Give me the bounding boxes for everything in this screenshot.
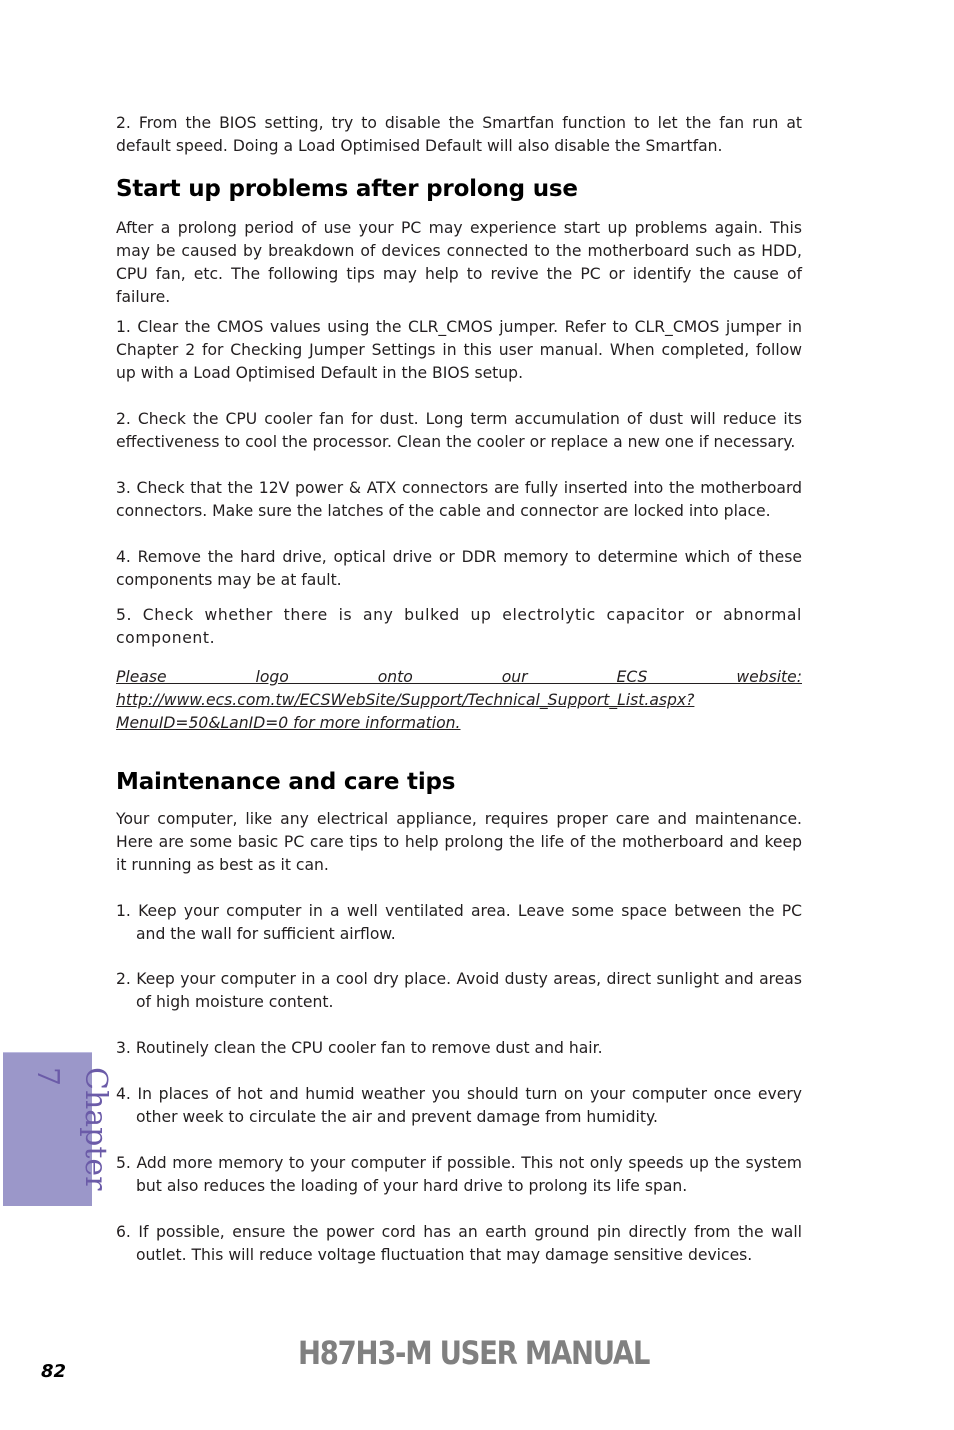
startup-step-4: 4. Remove the hard drive, optical drive or DDR memory to determine which of these components may be at fault.	[116, 548, 802, 589]
maintenance-section-heading: Maintenance and care tips	[116, 769, 456, 795]
intro-paragraph: 2. From the BIOS setting, try to disable the Smartfan function to let the fan run at default speed. Doing a Load Optimised Default will also disable the Smartfan.	[116, 114, 802, 155]
chapter-tab	[3, 1052, 113, 1206]
maintenance-tip-5: 5. Add more memory to your computer if possible. This not only speeds up the system but also reduces the loading of your hard drive to prolong its life span.	[116, 1154, 802, 1195]
maintenance-intro: Your computer, like any electrical appliance, requires proper care and maintenance. Here are some basic PC care tips to help prolong the life of the motherboard and keep it running as best as it can.	[116, 810, 802, 874]
startup-step-1: 1. Clear the CMOS values using the CLR_CMOS jumper. Refer to CLR_CMOS jumper in Chapter 2 for Checking Jumper Settings in this user manual. When completed, follow up with a Load Optimised Default in the BIOS setup.	[116, 318, 802, 382]
startup-step-3: 3. Check that the 12V power & ATX connectors are fully inserted into the motherboard connectors. Make sure the latches of the cable and connector are locked into place.	[116, 479, 802, 520]
startup-section-heading: Start up problems after prolong use	[116, 176, 578, 202]
page-content	[116, 112, 802, 1267]
startup-step-2: 2. Check the CPU cooler fan for dust. Long term accumulation of dust will reduce its effectiveness to cool the processor. Clean the cooler or replace a new one if necessary.	[116, 410, 802, 451]
maintenance-tip-3: 3. Routinely clean the CPU cooler fan to remove dust and hair.	[116, 1039, 603, 1057]
startup-intro: After a prolong period of use your PC may experience start up problems again. This may be caused by breakdown of devices connected to the motherboard such as HDD, CPU fan, etc. The following tips may help to revive the PC or identify the cause of failure.	[116, 219, 802, 306]
maintenance-tip-4: 4. In places of hot and humid weather you should turn on your computer once every other week to circulate the air and prevent damage from humidity.	[116, 1085, 802, 1126]
startup-step-5: 5. Check whether there is any bulked up electrolytic capacitor or abnormal component.	[116, 606, 802, 647]
manual-title: H87H3-M USER MANUAL	[298, 1334, 650, 1372]
maintenance-tip-6: 6. If possible, ensure the power cord has an earth ground pin directly from the wall outlet. This will reduce voltage fluctuation that may damage sensitive devices.	[116, 1223, 802, 1264]
support-website-link[interactable]: Please logo onto our ECS website: http://www.ecs.com.tw/ECSWebSite/Support/Technical_Support_List.aspx?MenuID=50&LanID=0 for more information.	[116, 668, 802, 732]
maintenance-tip-1: 1. Keep your computer in a well ventilated area. Leave some space between the PC and the wall for sufficient airflow.	[116, 902, 802, 943]
page-number: 82	[41, 1361, 67, 1382]
chapter-label: Chapter 7	[30, 1067, 113, 1191]
maintenance-tip-2: 2. Keep your computer in a cool dry place. Avoid dusty areas, direct sunlight and areas of high moisture content.	[116, 970, 802, 1011]
